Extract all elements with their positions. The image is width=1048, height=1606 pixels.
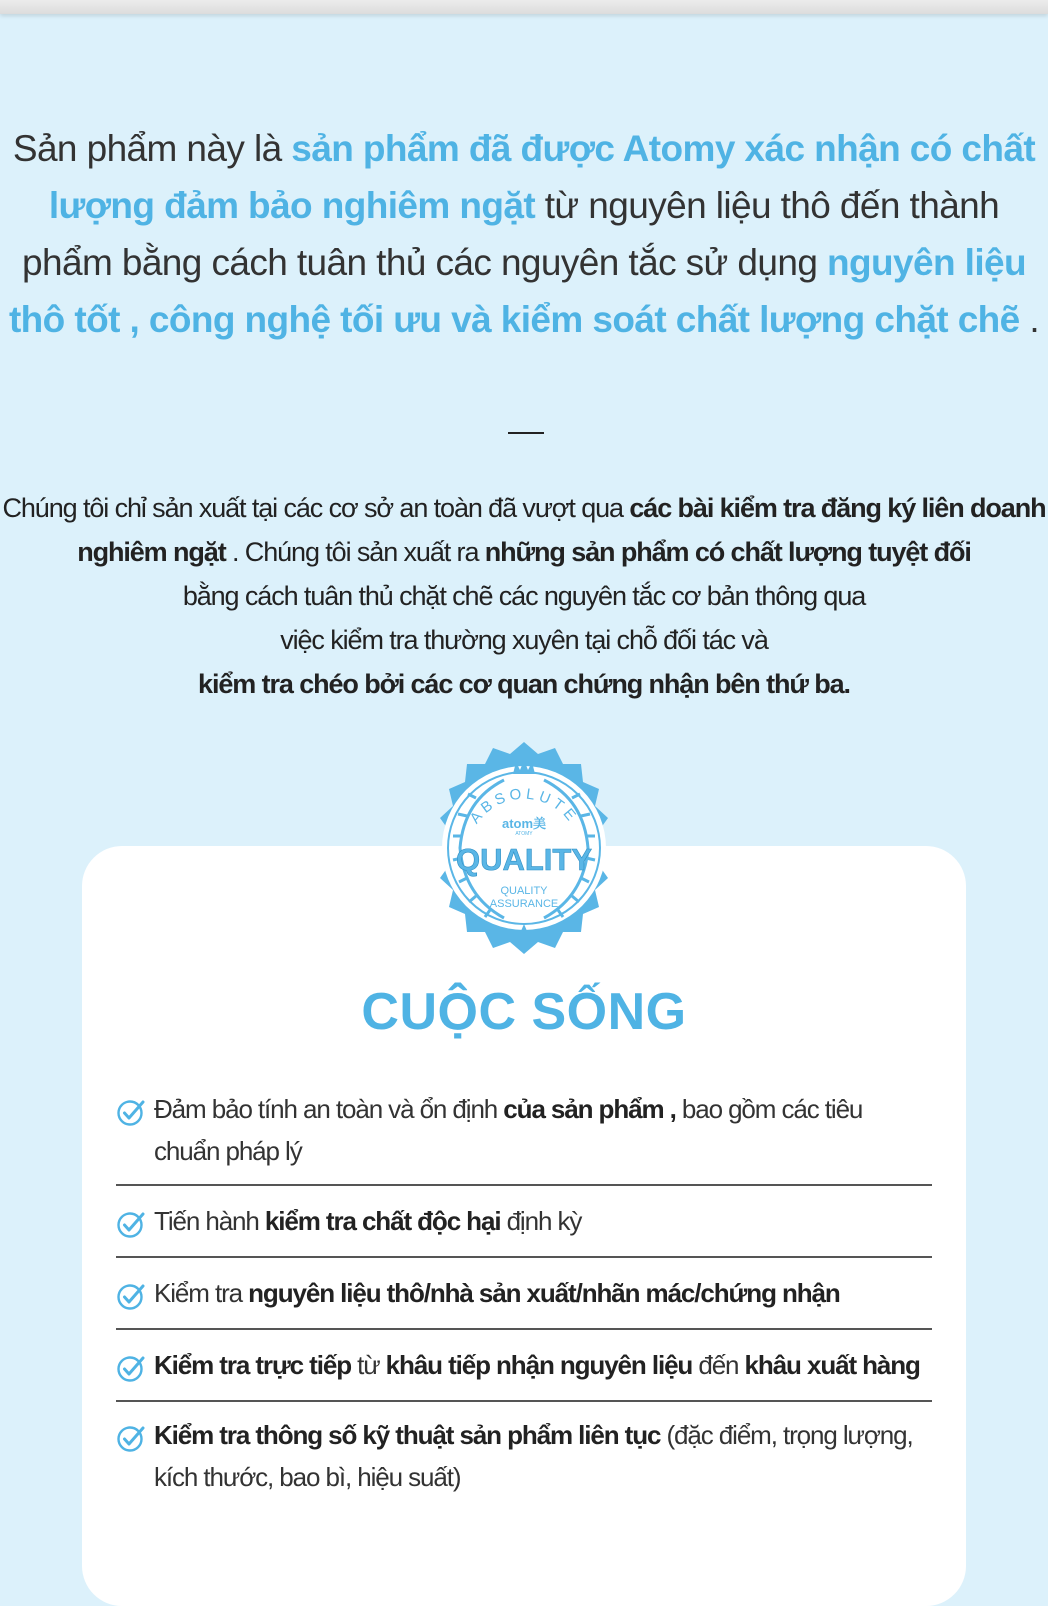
check-item-bold: Kiểm tra trực tiếp xyxy=(154,1350,351,1380)
intro-text-1: Sản phẩm này là xyxy=(12,128,292,169)
facility-text-4: việc kiểm tra thường xuyên tại chỗ đối tác và xyxy=(280,625,768,655)
facility-text-1: Chúng tôi chỉ sản xuất tại các cơ sở an toàn đã vượt qua xyxy=(2,493,630,523)
check-item-specs xyxy=(116,1402,932,1498)
seal-brand-sub-text: ATOMY xyxy=(515,831,533,837)
check-item-text: bao gồm các tiêu chuẩn pháp lý xyxy=(154,1094,863,1166)
check-item-direct-inspection xyxy=(116,1330,932,1400)
check-item-text: (đặc điểm, trọng lượng, kích thước, bao bì, hiệu suất) xyxy=(154,1420,913,1492)
seal-arc-text: ABSOLUTE xyxy=(466,785,582,827)
check-circle-icon xyxy=(116,1098,146,1128)
check-item-text: Đảm bảo tính an toàn và ổn định xyxy=(154,1094,504,1124)
seal-main-text: QUALITY xyxy=(455,842,593,877)
facility-text-3: bằng cách tuân thủ chặt chẽ các nguyên tắc cơ bản thông qua xyxy=(182,581,866,611)
check-item-materials xyxy=(116,1258,932,1328)
check-item-text: Kiểm tra xyxy=(154,1278,249,1308)
check-item-text: đến xyxy=(692,1350,745,1380)
check-item-safety xyxy=(116,1088,932,1184)
intro-text-3: . xyxy=(1019,299,1040,340)
check-item-bold: khâu xuất hàng xyxy=(744,1350,920,1380)
facility-bold-2: những sản phẩm có chất lượng tuyệt đối xyxy=(484,537,971,567)
facility-bold-3: kiểm tra chéo bởi các cơ quan chứng nhận bên thứ ba. xyxy=(198,669,850,699)
seal-sub-text-2: ASSURANCE xyxy=(489,898,559,910)
facility-bold-1: các bài kiểm tra đăng ký liên doanh nghiêm ngặt xyxy=(77,493,1046,567)
facility-paragraph xyxy=(0,486,1048,706)
intro-highlight-1: sản phẩm đã được Atomy xác nhận có chất lượng đảm bảo nghiêm ngặt xyxy=(48,128,1036,226)
check-list xyxy=(116,1088,932,1498)
section-divider xyxy=(508,432,544,434)
seal-sub-text-1: QUALITY xyxy=(500,885,548,897)
check-item-toxic-test xyxy=(116,1186,932,1256)
intro-highlight-2: nguyên liệu thô tốt , công nghệ tối ưu và kiểm soát chất lượng chặt chẽ xyxy=(8,242,1026,340)
check-circle-icon xyxy=(116,1354,146,1384)
check-item-text: định kỳ xyxy=(500,1206,582,1236)
seal-brand-text: atom美 xyxy=(501,816,547,831)
check-item-bold: Kiểm tra thông số kỹ thuật sản phẩm liên tục xyxy=(154,1420,661,1450)
check-item-text: Tiến hành xyxy=(154,1206,265,1236)
facility-text-2: . Chúng tôi sản xuất ra xyxy=(225,537,485,567)
card-title: CUỘC SỐNG xyxy=(361,983,687,1041)
check-item-bold: nguyên liệu thô/nhà sản xuất/nhãn mác/chứng nhận xyxy=(248,1278,840,1308)
top-shadow-strip xyxy=(0,0,1048,14)
check-circle-icon xyxy=(116,1210,146,1240)
quality-badge-seal xyxy=(412,740,636,956)
check-item-text: từ xyxy=(350,1350,386,1380)
check-circle-icon xyxy=(116,1424,146,1454)
intro-text-2: từ nguyên liệu thô đến thành phẩm bằng cách tuân thủ các nguyên tắc sử dụng xyxy=(22,185,1000,283)
check-item-bold: kiểm tra chất độc hại xyxy=(264,1206,501,1236)
intro-paragraph xyxy=(0,120,1048,348)
check-item-bold: khâu tiếp nhận nguyên liệu xyxy=(385,1350,693,1380)
check-circle-icon xyxy=(116,1282,146,1312)
check-item-bold: của sản phẩm , xyxy=(503,1094,676,1124)
